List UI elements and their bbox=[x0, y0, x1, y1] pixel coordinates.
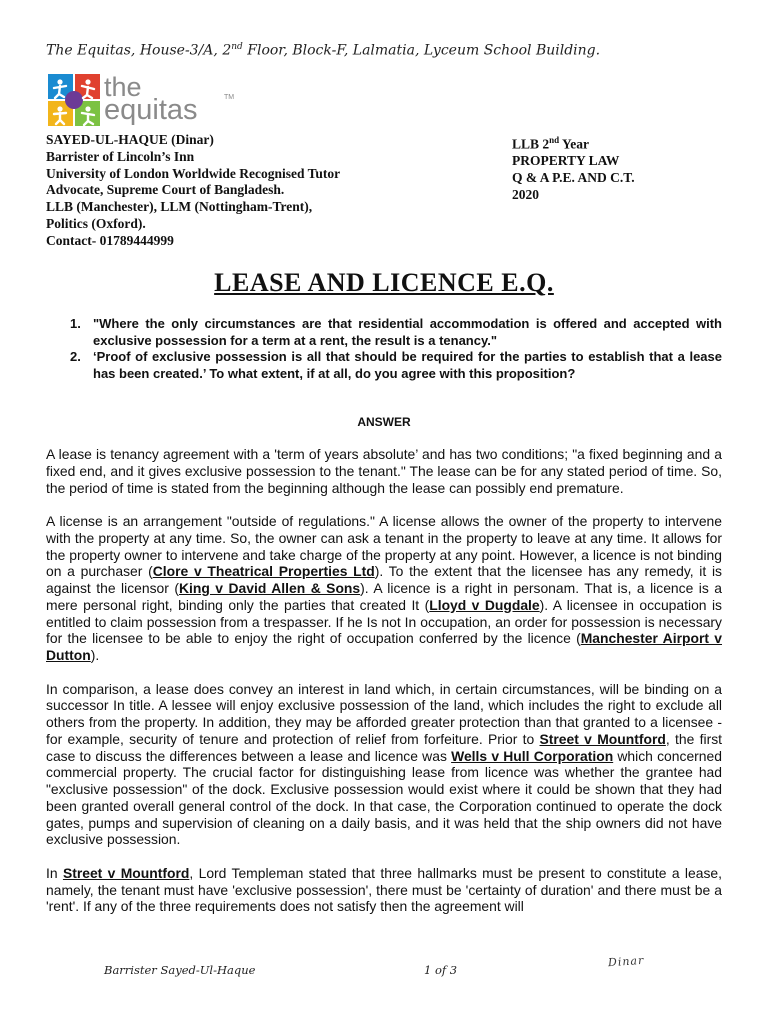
course-year bbox=[512, 132, 742, 153]
paragraph-text: A license is an arrangement "outside of regulations." A license allows the owner of the property to intervene with the property at any time. So, the owner can ask a tenant in the property to leave at any time. It allows for the property owner to intervene and take charge of the property at any point. However, a licence is not binding on a purchaser ( bbox=[46, 513, 722, 580]
case-citation: Clore v Theatrical Properties Ltd bbox=[152, 563, 375, 580]
question-number: 1. bbox=[70, 316, 81, 331]
question-number: 2. bbox=[70, 349, 81, 365]
case-citation: Wells v Hull Corporation bbox=[451, 747, 614, 764]
author-line: Barrister of Lincoln’s Inn bbox=[46, 148, 195, 164]
author-block bbox=[46, 132, 496, 250]
case-citation: Street v Mountford bbox=[539, 730, 666, 747]
address-superscript: nd bbox=[231, 42, 243, 52]
paragraph-text: , the first case to discuss the differences between a lease and licence was bbox=[46, 730, 722, 764]
paragraph-hallmarks bbox=[46, 865, 722, 915]
case-citation: Lloyd v Dugdale bbox=[429, 596, 540, 613]
address-text-end: Floor, Block-F, Lalmatia, Lyceum School Building. bbox=[242, 42, 601, 59]
paragraph-text: ). bbox=[90, 647, 100, 663]
footer-author: Barrister Sayed-Ul-Haque bbox=[104, 963, 256, 977]
logo-word-equitas: equitas bbox=[104, 94, 198, 126]
author-line: LLB (Manchester), LLM (Nottingham-Trent), bbox=[46, 199, 313, 215]
author-contact: Contact- 01789444999 bbox=[46, 232, 174, 248]
paragraph-text: ). To the extent that the licensee has any remedy, it is against the licensor ( bbox=[46, 563, 722, 596]
paragraph-text: ). A licensee in occupation is entitled to claim possession from a trespasser. If he Is not In occupation, an order for possession is necessary for the licensee to be able to enjoy the right of occupation conferred by the licence ( bbox=[46, 596, 722, 647]
author-line: Politics (Oxford). bbox=[46, 215, 146, 231]
paragraph-text: In bbox=[46, 864, 63, 881]
paragraph-licence bbox=[46, 513, 722, 664]
case-citation: Manchester Airport v Dutton bbox=[46, 630, 722, 663]
course-year-text: LLB 2 bbox=[512, 136, 550, 152]
question-text: "Where the only circumstances are that residential accommodation is offered and accepted with exclusive possession for a term at a rent, the result is a tenancy." bbox=[93, 316, 722, 348]
question-item bbox=[70, 349, 722, 382]
handwritten-signature: Dinar bbox=[607, 953, 645, 970]
logo-trademark: TM bbox=[224, 94, 235, 101]
address-text: The Equitas, House-3/A, 2 bbox=[46, 42, 232, 59]
author-line: University of London Worldwide Recognised Tutor bbox=[46, 165, 341, 181]
author-line: SAYED-UL-HAQUE (Dinar) bbox=[46, 132, 214, 147]
paragraph-text: ). A licence is a right in personam. That is, a licence is a mere personal right, binding only the parties that created It ( bbox=[46, 580, 722, 613]
question-text: ‘Proof of exclusive possession is all that should be required for the parties to establish that a lease has been created.’ To what extent, if at all, do you agree with this proposition? bbox=[93, 349, 722, 381]
answer-heading: ANSWER bbox=[357, 415, 411, 429]
paragraph-lease-definition: A lease is tenancy agreement with a 'term of years absolute’ and has two conditions; "a fixed beginning and a fixed end, and it gives exclusive possession to the tenant." The lease can be for any stated period of time. So, the period of time is stated from the beginning although the lease can possibly end premature. bbox=[46, 446, 722, 496]
course-type: Q & A P.E. AND C.T. bbox=[512, 170, 635, 186]
logo-word-the: the bbox=[104, 72, 142, 102]
page-number: 1 of 3 bbox=[424, 963, 458, 977]
answer-body bbox=[46, 446, 722, 932]
author-line: Advocate, Supreme Court of Bangladesh. bbox=[46, 182, 285, 198]
course-block bbox=[512, 132, 742, 204]
paragraph-text: , Lord Templeman stated that three hallmarks must be present to constitute a lease, namely, the tenant must have 'exclusive possession', there must be 'certainty of duration' and there must be a 'rent'. If any of the three requirements does not satisfy then the agreement will bbox=[46, 864, 722, 915]
case-citation: Street v Mountford bbox=[62, 864, 190, 881]
document-title: LEASE AND LICENCE E.Q. bbox=[214, 268, 554, 297]
equitas-logo bbox=[46, 72, 246, 128]
question-item bbox=[70, 316, 722, 349]
question-list bbox=[70, 316, 722, 382]
course-year-superscript: nd bbox=[549, 135, 560, 145]
logo-emblem-icon bbox=[46, 72, 102, 128]
address-header bbox=[46, 42, 726, 59]
case-citation: King v David Allen & Sons bbox=[178, 580, 361, 596]
course-subject: PROPERTY LAW bbox=[512, 153, 620, 169]
paragraph-comparison bbox=[46, 681, 722, 849]
paragraph-text: which concerned commercial property. The crucial factor for distinguishing lease from licence was whether the grantee had "exclusive possession" of the dock. Exclusive possession would exist where it could be shown that they had been granted overall general control of the dock. In that case, the Corporation continued to operate the dock gates, pumps and supervision of cleaning on a daily basis, and it was held that the ship owners did not have exclusive possession. bbox=[46, 747, 722, 848]
course-year-text-end: Year bbox=[559, 136, 590, 152]
course-session-year: 2020 bbox=[512, 186, 539, 202]
paragraph-text: In comparison, a lease does convey an interest in land which, in certain circumstances, will be binding on a successor In title. A lessee will enjoy exclusive possession of the land, which includes the right to exclude all others from the property. In addition, they may be afforded greater protection than that granted to a licensee - for example, security of tenure and protection of relief from forfeiture. Prior to bbox=[46, 680, 722, 747]
